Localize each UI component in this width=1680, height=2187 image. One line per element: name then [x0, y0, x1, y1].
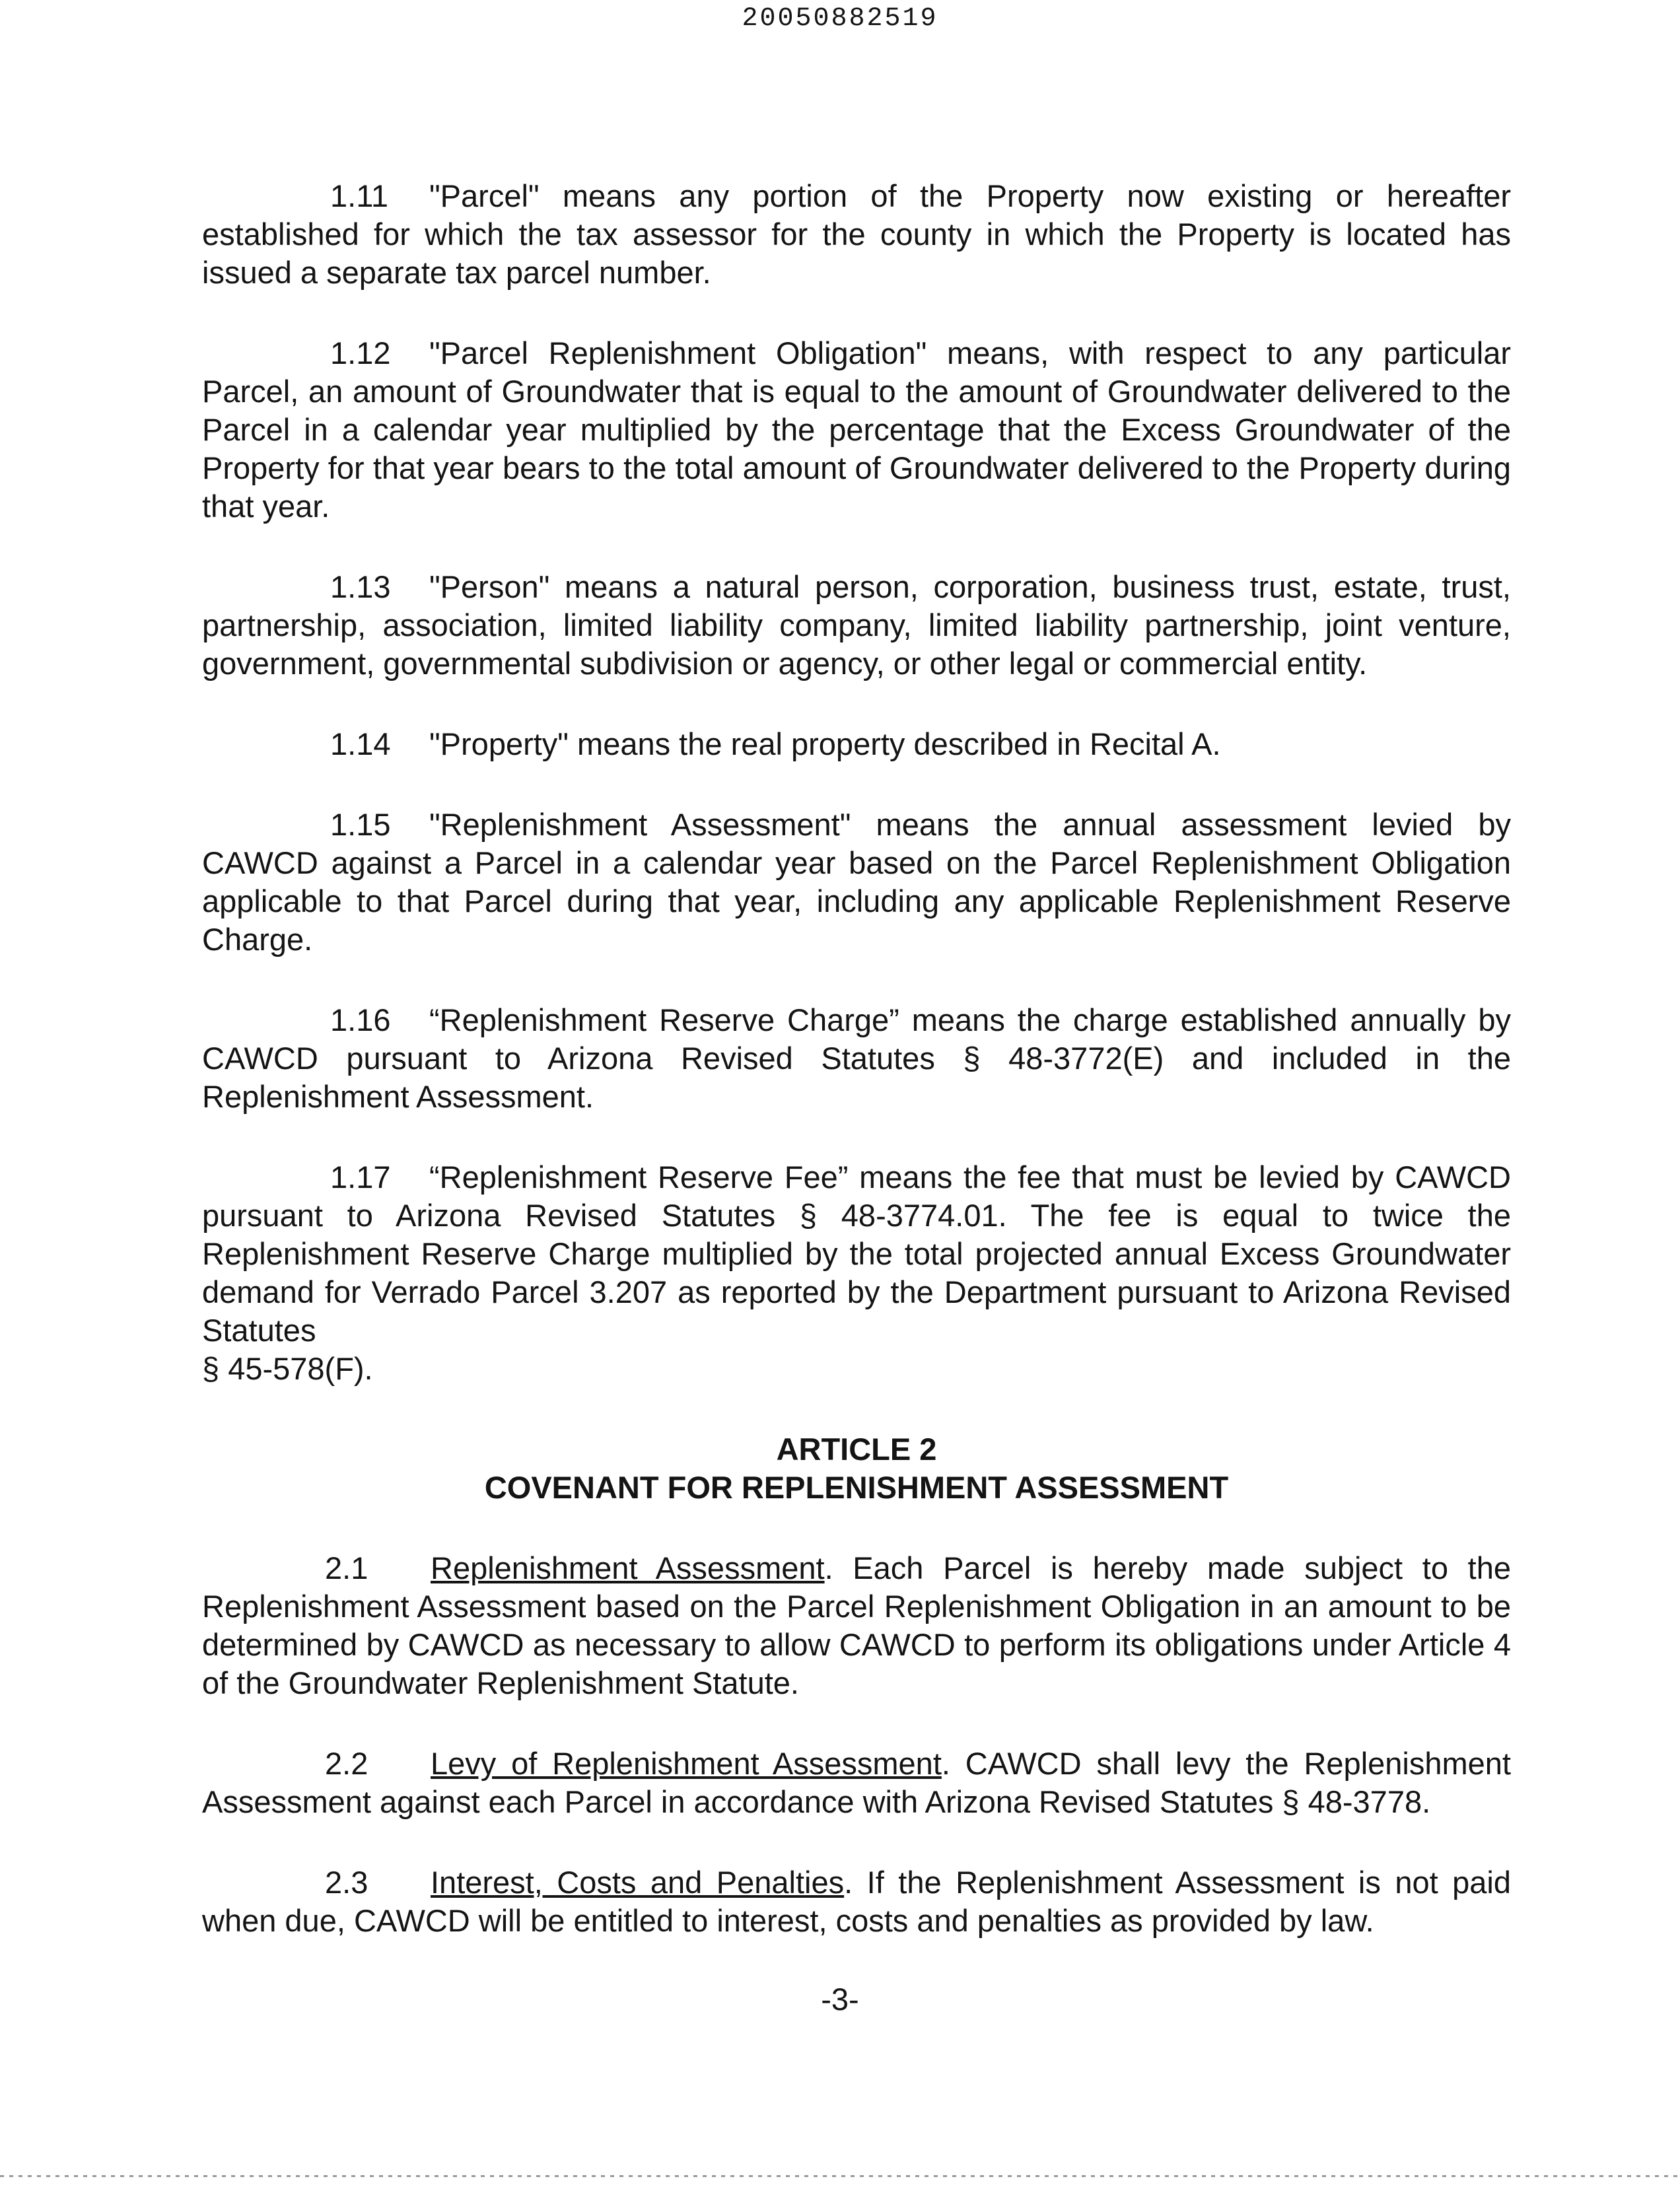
definition-1-15 — [202, 806, 1511, 959]
definition-number: 1.16 — [330, 1002, 391, 1037]
definition-number: 1.11 — [330, 178, 388, 213]
definition-1-11 — [202, 177, 1511, 292]
section-number: 2.1 — [325, 1550, 368, 1585]
definition-text: "Replenishment Assessment" means the annual assessment levied by CAWCD against a Parcel in a calendar year based on the Parcel Replenishment Obligation applicable to that Parcel during that year, including any applicable Replenishment Reserve Charge. — [202, 807, 1511, 957]
document-body — [202, 177, 1511, 1982]
article-heading — [202, 1430, 1511, 1507]
definition-1-17 — [202, 1158, 1511, 1388]
section-title: Interest, Costs and Penalties — [431, 1865, 845, 1900]
definition-text: "Property" means the real property described in Recital A. — [429, 726, 1221, 761]
definition-text: “Replenishment Reserve Fee” means the fee that must be levied by CAWCD pursuant to Arizona Revised Statutes § 48-3774.01. The fee is equal to twice the Replenishment Reserve Charge multiplied by the total projected annual Excess Groundwater demand for Verrado Parcel 3.207 as reported by the Department pursuant to Arizona Revised Statutes — [202, 1160, 1511, 1348]
section-2-1 — [202, 1549, 1511, 1702]
definition-number: 1.13 — [330, 569, 391, 604]
definition-1-16 — [202, 1001, 1511, 1116]
article-title: COVENANT FOR REPLENISHMENT ASSESSMENT — [484, 1470, 1229, 1505]
section-number: 2.3 — [325, 1865, 368, 1900]
section-text: . Each Parcel is hereby made subject to the Replenishment Assessment based on the Parcel Replenishment Obligation in an amount to be determined by CAWCD as necessary to allow CAWCD to perform its obligations under Article 4 of the Groundwater Replenishment Statute. — [202, 1550, 1511, 1700]
definition-text: "Parcel Replenishment Obligation" means, with respect to any particular Parcel, an amount of Groundwater that is equal to the amount of Groundwater delivered to the Parcel in a calendar year multiplied by the percentage that the Excess Groundwater of the Property for that year bears to the total amount of Groundwater delivered to the Property during that year. — [202, 335, 1511, 524]
definition-number: 1.17 — [330, 1160, 391, 1195]
definition-number: 1.14 — [330, 726, 391, 761]
definition-number: 1.12 — [330, 335, 391, 370]
section-text: . CAWCD shall levy the Replenishment Assessment against each Parcel in accordance with Arizona Revised Statutes § 48-3778. — [202, 1746, 1511, 1819]
definition-number: 1.15 — [330, 807, 391, 842]
scan-edge-divider — [0, 2175, 1680, 2177]
definition-1-14 — [202, 725, 1511, 763]
definition-text: "Person" means a natural person, corporation, business trust, estate, trust, partnership, association, limited liability company, limited liability partnership, joint venture, government, governmental subdivision or agency, or other legal or commercial entity. — [202, 569, 1511, 681]
definition-1-13 — [202, 568, 1511, 683]
definition-text: "Parcel" means any portion of the Property now existing or hereafter established for which the tax assessor for the county in which the Property is located has issued a separate tax parcel number. — [202, 178, 1511, 290]
page-number: -3- — [821, 1982, 859, 2017]
article-number: ARTICLE 2 — [776, 1432, 937, 1467]
section-text: . If the Replenishment Assessment is not paid when due, CAWCD will be entitled to interest, costs and penalties as provided by law. — [202, 1865, 1511, 1938]
section-2-2 — [202, 1745, 1511, 1821]
document-number: 20050882519 — [742, 4, 938, 34]
section-number: 2.2 — [325, 1746, 368, 1781]
section-title: Levy of Replenishment Assessment — [431, 1746, 942, 1781]
section-title: Replenishment Assessment — [431, 1550, 825, 1585]
definition-statute-citation: § 45-578(F). — [202, 1351, 373, 1386]
definition-text: “Replenishment Reserve Charge” means the charge established annually by CAWCD pursuant to Arizona Revised Statutes § 48-3772(E) and included in the Replenishment Assessment. — [202, 1002, 1511, 1114]
definition-1-12 — [202, 334, 1511, 526]
section-2-3 — [202, 1863, 1511, 1940]
